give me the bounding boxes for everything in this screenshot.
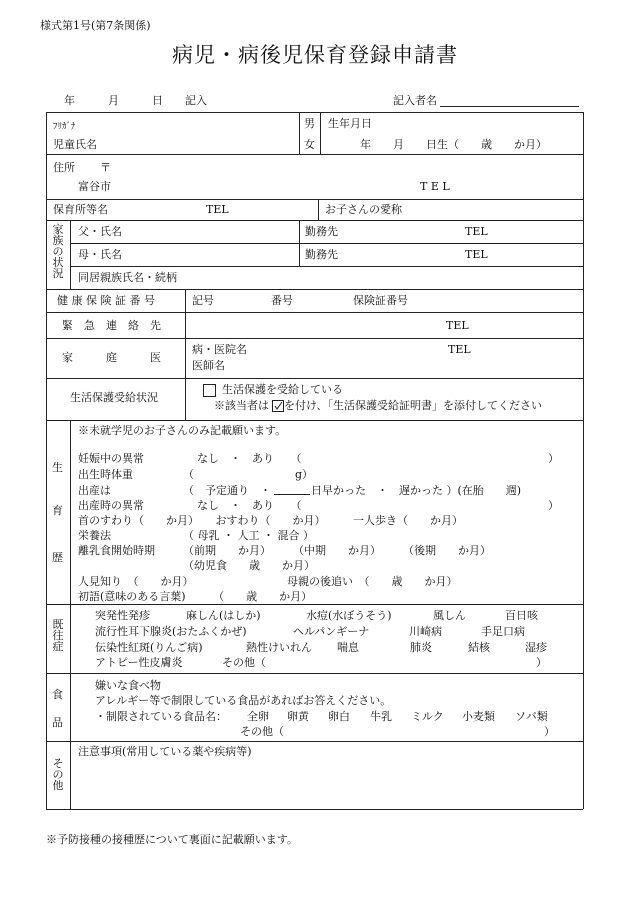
- check-sample-icon: [272, 400, 284, 412]
- illness-item[interactable]: 流行性耳下腺炎(おたふくかぜ): [95, 625, 247, 638]
- history-side-label-3: 歴: [52, 551, 63, 564]
- family-side-label: 家 族 の 状 況: [52, 223, 64, 280]
- birth-timing-label: 出産は: [78, 484, 111, 497]
- first-words-line[interactable]: 初語(意味のある言葉) （ 歳 か月）: [78, 590, 313, 603]
- postal-mark: 〒: [100, 161, 111, 174]
- footer-note: ※予防接種の接種歴について裏面に記載願います。: [46, 833, 298, 846]
- birth-abnormality-options[interactable]: なし ・ あり （: [197, 499, 302, 512]
- milestones-line[interactable]: 首のすわり（ か月） おすわり（ か月） 一人歩き（ か月）: [78, 514, 463, 527]
- welfare-label: 生活保護受給状況: [70, 391, 158, 404]
- food-item[interactable]: ソバ類: [515, 710, 548, 723]
- food-side-label-2: 品: [52, 716, 63, 729]
- nursery-label: 保育所等名: [53, 203, 108, 216]
- nutrition-options[interactable]: （ 母乳 ・ 人工 ・ 混合 ）: [183, 529, 314, 542]
- insurance-symbol-label: 記号: [192, 294, 214, 307]
- illness-item[interactable]: 水痘(水ぼうそう): [306, 609, 392, 622]
- illness-item[interactable]: 喘息: [337, 641, 359, 654]
- nickname-label: お子さんの愛称: [325, 203, 402, 216]
- city-label: 富谷市: [78, 180, 111, 193]
- food-other-label[interactable]: その他（: [240, 725, 284, 738]
- illness-item[interactable]: ヘルパンギーナ: [293, 625, 370, 638]
- restricted-food-label: ・制限されている食品名：: [95, 710, 227, 723]
- illness-item[interactable]: 肺炎: [410, 641, 432, 654]
- food-item[interactable]: ミルク: [411, 710, 444, 723]
- nursery-tel-label: TEL: [206, 203, 229, 216]
- father-name-label: 父・氏名: [78, 225, 122, 238]
- welfare-check-label: 生活保護を受給している: [222, 383, 343, 396]
- nutrition-label: 栄養法: [78, 529, 111, 542]
- doctor-label: 家 庭 医: [62, 351, 161, 364]
- form-frame-bottom: [46, 809, 583, 810]
- food-item[interactable]: 全卵: [247, 710, 269, 723]
- date-line: 年 月 日 記入: [64, 94, 207, 107]
- weaning-options[interactable]: （前期 か月） （中期 か月） （後期 か月）: [183, 544, 491, 557]
- illness-item[interactable]: 熱性けいれん: [246, 641, 312, 654]
- form-frame-top: [46, 112, 583, 113]
- relatives-label: 同居親族氏名・続柄: [78, 271, 177, 284]
- illness-item[interactable]: 結核: [468, 641, 490, 654]
- notes-label: 注意事項(常用している薬や疾病等): [78, 745, 252, 758]
- father-workplace-label: 勤務先: [305, 225, 338, 238]
- pregnancy-label: 妊娠中の異常: [78, 452, 144, 465]
- mother-workplace-label: 勤務先: [305, 248, 338, 261]
- history-side-label-2: 育: [52, 504, 63, 517]
- weaning-options-2[interactable]: （幼児食 歳 か月）: [183, 559, 315, 572]
- illness-item[interactable]: 川崎病: [409, 625, 442, 638]
- insurance-label: 健 康 保 険 証 番 号: [57, 294, 155, 307]
- hospital-tel-label: TEL: [448, 343, 471, 356]
- insurer-number-label: 保険証番号: [353, 294, 408, 307]
- welfare-checkbox[interactable]: [203, 384, 216, 397]
- stranger-anxiety-line[interactable]: 人見知り （ か月）: [78, 575, 194, 588]
- allergy-question: アレルギー等で制限している食品があればお答えください。: [95, 694, 392, 707]
- writer-field[interactable]: [440, 106, 579, 107]
- hospital-name-label: 病・医院名: [192, 343, 247, 356]
- food-item[interactable]: 卵白: [328, 710, 350, 723]
- mother-tel-label: TEL: [465, 248, 488, 261]
- welfare-note-post: を付け、「生活保護受給証明書」を添付してください: [284, 399, 543, 412]
- welfare-note-pre: ※該当者は: [214, 399, 269, 412]
- notes-field[interactable]: [78, 760, 578, 805]
- address-label: 住所: [53, 161, 75, 174]
- male-option[interactable]: 男: [304, 117, 315, 130]
- mother-follow-line[interactable]: 母親の後追い （ 歳 か月）: [287, 575, 458, 588]
- writer-label: 記入者名: [393, 94, 437, 107]
- birth-date-line[interactable]: 年 月 日生（ 歳 か月）: [360, 138, 547, 151]
- birth-timing-options-2: 日早かった ・ 遅かった ）(在胎 週): [311, 484, 522, 497]
- birth-weight-unit: g）: [295, 468, 314, 481]
- weaning-label: 離乳食開始時期: [78, 544, 155, 557]
- form-number: 様式第1号(第7条関係): [40, 19, 151, 32]
- history-note: ※未就学児のお子さんのみ記載願います。: [78, 424, 287, 437]
- other-side-label: そ の 他: [52, 757, 64, 792]
- emergency-tel-label: TEL: [446, 319, 469, 332]
- furigana-label: ﾌﾘｶﾞﾅ: [53, 122, 76, 132]
- female-option[interactable]: 女: [304, 138, 315, 151]
- illness-item[interactable]: 突発性発疹: [95, 609, 150, 622]
- past-illness-side-label: 既 往 症: [52, 618, 64, 653]
- history-side-label-1: 生: [52, 461, 63, 474]
- physician-name-label: 医師名: [192, 359, 225, 372]
- father-tel-label: TEL: [465, 225, 488, 238]
- birth-date-label: 生年月日: [328, 117, 372, 130]
- food-item[interactable]: 小麦類: [462, 710, 495, 723]
- birth-abnormality-label: 出産時の異常: [78, 499, 144, 512]
- insurance-number-label: 番号: [271, 294, 293, 307]
- mother-name-label: 母・氏名: [78, 248, 122, 261]
- food-side-label-1: 食: [52, 688, 63, 701]
- illness-item[interactable]: 麻しん(はしか): [186, 609, 261, 622]
- form-frame-left: [46, 112, 47, 809]
- food-item[interactable]: 牛乳: [370, 710, 392, 723]
- illness-item[interactable]: アトピー性皮膚炎: [95, 656, 183, 669]
- days-early-field[interactable]: [274, 494, 310, 495]
- form-frame-right: [583, 112, 584, 809]
- illness-item[interactable]: 百日咳: [505, 609, 538, 622]
- child-name-label: 児童氏名: [53, 138, 97, 151]
- food-item[interactable]: 卵黄: [287, 710, 309, 723]
- illness-item[interactable]: 伝染性紅斑(りんご病): [95, 641, 203, 654]
- disliked-food-label: 嫌いな食べ物: [95, 679, 161, 692]
- address-tel-label: T E L: [420, 180, 450, 193]
- illness-item[interactable]: 風しん: [433, 609, 466, 622]
- page-title: 病児・病後児保育登録申請書: [172, 43, 458, 67]
- illness-other-label[interactable]: その他（: [222, 656, 266, 669]
- birth-timing-options[interactable]: （ 予定通り ・: [183, 484, 271, 497]
- pregnancy-options[interactable]: なし ・ あり （: [197, 452, 302, 465]
- illness-item[interactable]: 手足口病: [481, 625, 525, 638]
- illness-item[interactable]: 湿疹: [525, 641, 547, 654]
- emergency-label: 緊 急 連 絡 先: [62, 319, 161, 332]
- birth-weight-label: 出生時体重: [78, 468, 133, 481]
